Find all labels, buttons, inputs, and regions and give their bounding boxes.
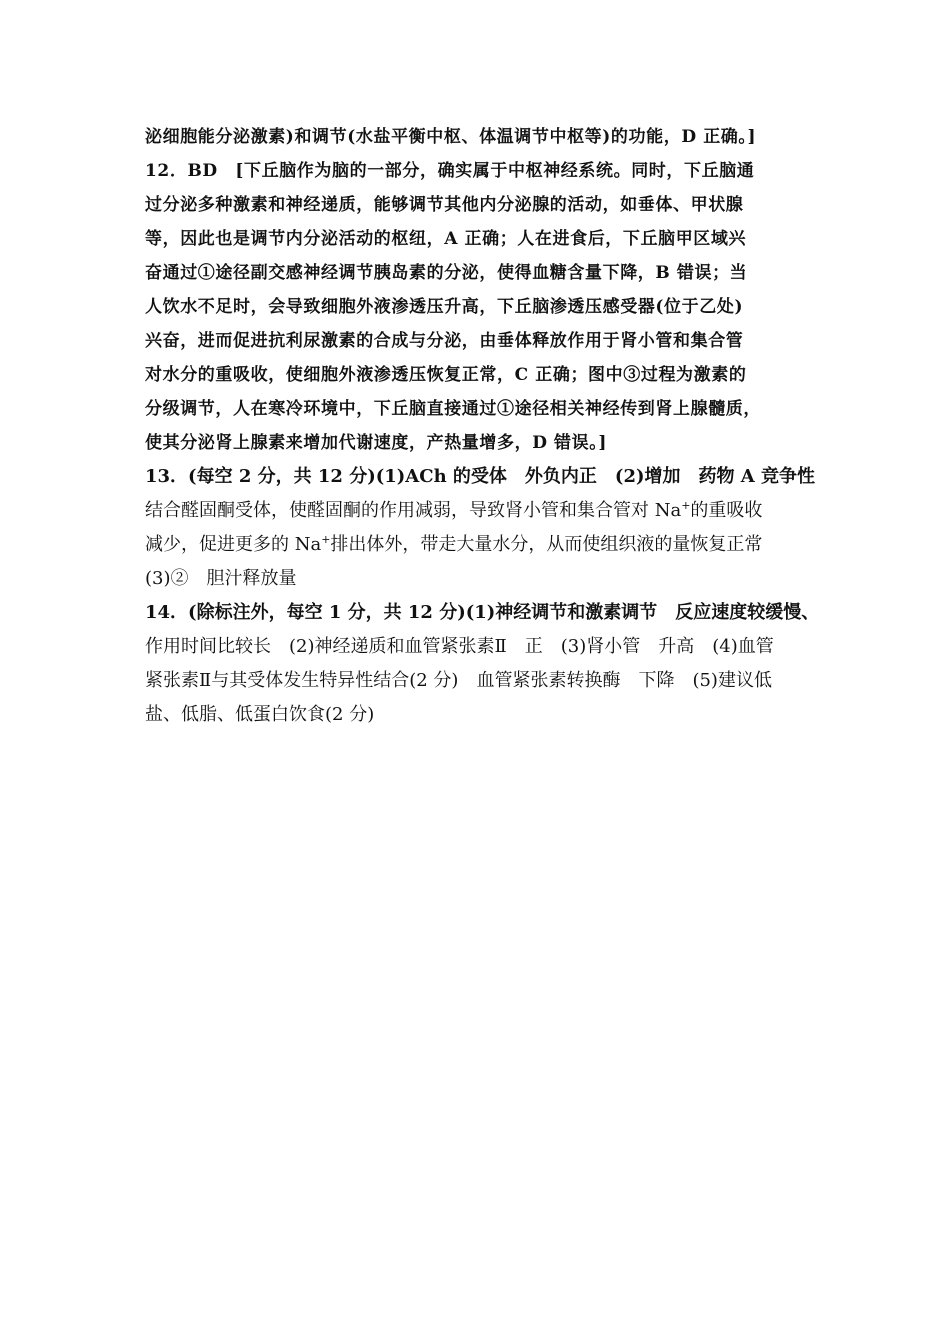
answer-12-line-4: 奋通过①途径副交感神经调节胰岛素的分泌，使得血糖含量下降，B 错误；当	[145, 263, 748, 283]
answer-13-line-2	[145, 499, 762, 523]
answer-13-line-2-tail: 的重吸收	[690, 500, 763, 521]
answer-13-line-4: (3)② 胆汁释放量	[145, 568, 297, 589]
answer-12-line-1: 12．BD [下丘脑作为脑的一部分，确实属于中枢神经系统。同时，下丘脑通	[145, 161, 755, 181]
answer-14-line-2: 作用时间比较长 (2)神经递质和血管紧张素Ⅱ 正 (3)肾小管 升高 (4)血管	[145, 636, 774, 657]
answer-13-line-3	[145, 533, 762, 557]
answer-14-line-3: 紧张素Ⅱ与其受体发生特异性结合(2 分) 血管紧张素转换酶 下降 (5)建议低	[145, 670, 772, 691]
answer-12-line-9: 使其分泌肾上腺素来增加代谢速度，产热量增多，D 错误。]	[145, 433, 608, 453]
answer-13-line-3-text: 减少，促进更多的 Na	[145, 534, 322, 555]
answer-13-line-1-text: 13．(每空 2 分，共 12 分)(1)ACh 的受体 外负内正 (2)增加 药物 A 竞争性	[145, 466, 815, 487]
sodium-charge-superscript: +	[681, 499, 691, 512]
answer-13-line-1	[145, 465, 815, 489]
sodium-charge-superscript: +	[321, 533, 331, 546]
answer-14-line-1-text: 14．(除标注外，每空 1 分，共 12 分)(1)神经调节和激素调节 反应速度较缓慢、	[145, 602, 820, 623]
answer-14-line-4: 盐、低脂、低蛋白饮食(2 分)	[145, 704, 375, 725]
answer-12-line-3: 等，因此也是调节内分泌活动的枢纽，A 正确；人在进食后，下丘脑甲区域兴	[145, 229, 747, 249]
answer-13-line-3-tail: 排出体外，带走大量水分，从而使组织液的量恢复正常	[330, 534, 763, 555]
answer-14-line-1	[145, 601, 819, 625]
answer-11-tail: 泌细胞能分泌激素)和调节(水盐平衡中枢、体温调节中枢等)的功能，D 正确。]	[145, 127, 757, 147]
answer-12-line-8: 分级调节，人在寒冷环境中，下丘脑直接通过①途径相关神经传到肾上腺髓质，	[145, 399, 761, 419]
answer-12-line-6: 兴奋，进而促进抗利尿激素的合成与分泌，由垂体释放作用于肾小管和集合管	[145, 331, 744, 351]
answer-12-line-7: 对水分的重吸收，使细胞外液渗透压恢复正常，C 正确；图中③过程为激素的	[145, 365, 747, 385]
answer-12-line-2: 过分泌多种激素和神经递质，能够调节其他内分泌腺的活动，如垂体、甲状腺	[145, 195, 744, 215]
answer-12-line-5: 人饮水不足时，会导致细胞外液渗透压升高，下丘脑渗透压感受器(位于乙处)	[145, 297, 744, 317]
answer-13-line-2-text: 结合醛固酮受体，使醛固酮的作用减弱，导致肾小管和集合管对 Na	[145, 500, 682, 521]
